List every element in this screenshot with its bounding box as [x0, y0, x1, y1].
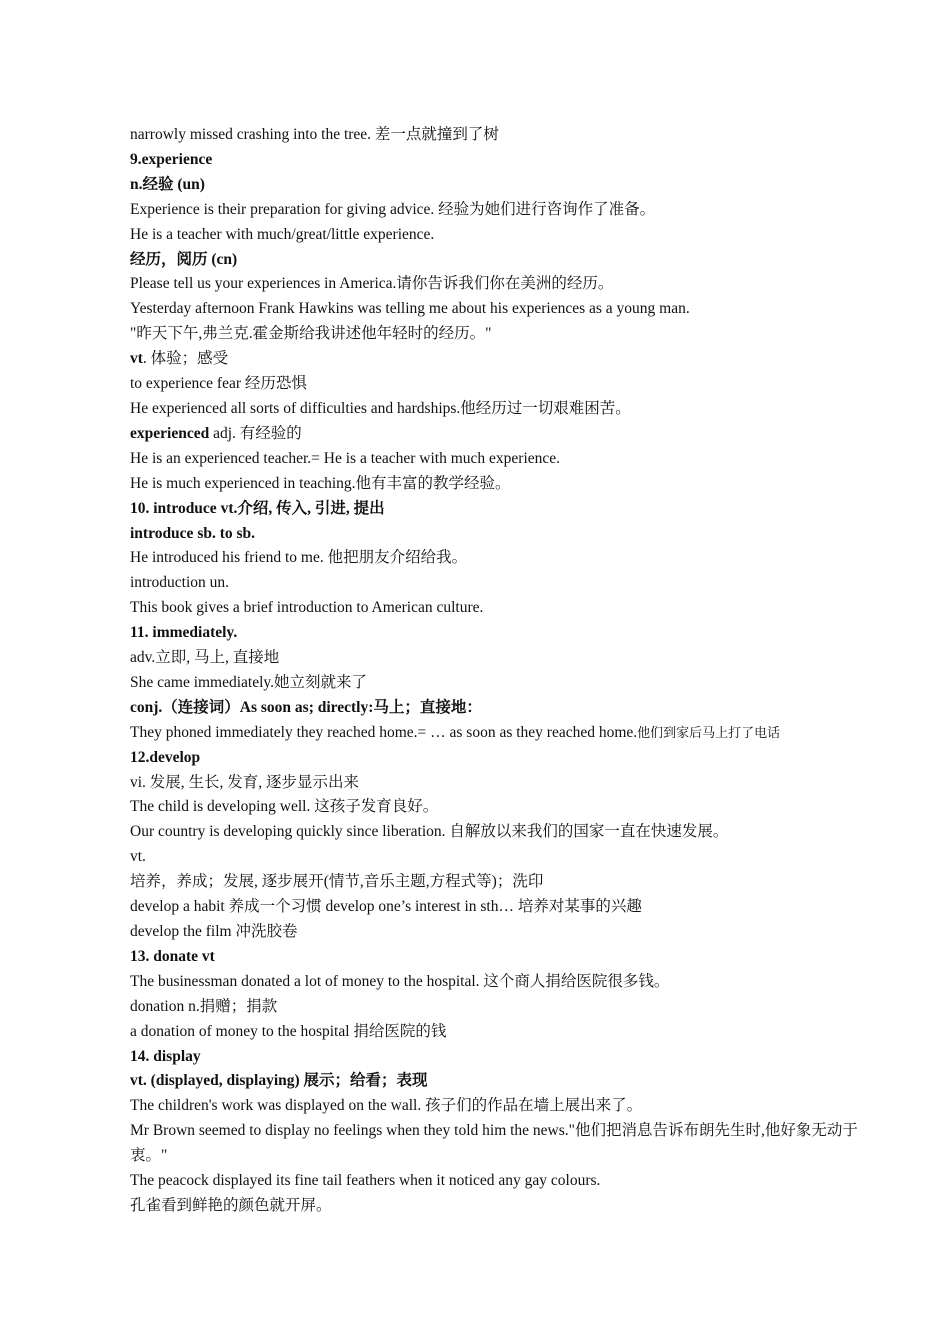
sense-heading: 经历，阅历 (cn): [130, 250, 238, 268]
text-line: [130, 347, 875, 372]
example-translation: 他们到家后马上打了电话: [637, 724, 781, 740]
entry-heading-display: 14. display: [130, 1047, 201, 1065]
text-line: The children's work was displayed on the wall. 孩子们的作品在墙上展出来了。: [130, 1097, 643, 1115]
text-line: "昨天下午,弗兰克.霍金斯给我讲述他年轻时的经历。": [130, 325, 492, 343]
sense-heading: vt. (displayed, displaying) 展示；给看；表现: [130, 1072, 428, 1090]
derived-definition: adj. 有经验的: [209, 424, 302, 442]
phrase-heading: introduce sb. to sb.: [130, 524, 256, 542]
pos-definition: . 体验；感受: [142, 350, 229, 368]
text-line: vt.: [130, 848, 146, 866]
text-line: vi. 发展, 生长, 发育, 逐步显示出来: [130, 773, 360, 791]
text-line: 培养，养成；发展, 逐步展开(情节,音乐主题,方程式等)；洗印: [130, 873, 544, 891]
text-line: Experience is their preparation for giving advice. 经验为她们进行咨询作了准备。: [130, 200, 656, 218]
text-line: Our country is developing quickly since liberation. 自解放以来我们的国家一直在快速发展。: [130, 823, 729, 841]
text-line: He introduced his friend to me. 他把朋友介绍给我。: [130, 549, 468, 567]
text-line: The businessman donated a lot of money to the hospital. 这个商人捐给医院很多钱。: [130, 972, 670, 990]
text-line: a donation of money to the hospital 捐给医院的钱: [130, 1022, 447, 1040]
text-line: [130, 422, 875, 447]
text-line: He is a teacher with much/great/little experience.: [130, 225, 435, 243]
text-line: adv.立即, 马上, 直接地: [130, 649, 280, 667]
entry-heading-experience: 9.experience: [130, 150, 213, 168]
text-line: He is much experienced in teaching.他有丰富的教学经验。: [130, 474, 511, 492]
text-line: develop the film 冲洗胶卷: [130, 923, 298, 940]
sense-heading: n.经验 (un): [130, 175, 205, 193]
text-line: narrowly missed crashing into the tree. 差一点就撞到了树: [130, 126, 499, 143]
text-line: He experienced all sorts of difficulties and hardships.他经历过一切艰难困苦。: [130, 399, 631, 417]
entry-heading-develop: 12.develop: [130, 748, 201, 766]
text-line: donation n.捐赠；捐款: [130, 997, 278, 1015]
text-line: The child is developing well. 这孩子发育良好。: [130, 798, 439, 816]
text-line: develop a habit 养成一个习惯 develop one’s interest in sth… 培养对某事的兴趣: [130, 898, 642, 916]
text-line: He is an experienced teacher.= He is a teacher with much experience.: [130, 449, 561, 467]
text-line: introduction un.: [130, 574, 230, 592]
entry-heading-donate: 13. donate vt: [130, 947, 215, 965]
text-line: This book gives a brief introduction to American culture.: [130, 599, 484, 617]
text-line: The peacock displayed its fine tail feathers when it noticed any gay colours.: [130, 1172, 601, 1190]
pos-label: vt: [130, 350, 143, 368]
text-line: Yesterday afternoon Frank Hawkins was telling me about his experiences as a young man.: [130, 300, 690, 318]
document-page: [130, 123, 875, 1219]
sense-heading: conj.（连接词）As soon as; directly:马上；直接地：: [130, 698, 482, 716]
text-line: 孔雀看到鲜艳的颜色就开屏。: [130, 1196, 332, 1214]
entry-heading-introduce: 10. introduce vt.介绍, 传入, 引进, 提出: [130, 499, 385, 517]
text-line: to experience fear 经历恐惧: [130, 375, 307, 393]
entry-heading-immediately: 11. immediately.: [130, 624, 238, 642]
text-line: She came immediately.她立刻就来了: [130, 673, 368, 691]
text-line: [130, 721, 875, 746]
text-line: Mr Brown seemed to display no feelings when they told him the news."他们把消息告诉布朗先生时,他好象无动于衷。": [130, 1122, 858, 1165]
example-sentence: They phoned immediately they reached home.= … as soon as they reached home.: [130, 723, 638, 741]
text-line: Please tell us your experiences in America.请你告诉我们你在美洲的经历。: [130, 275, 614, 293]
derived-word: experienced: [130, 424, 210, 442]
